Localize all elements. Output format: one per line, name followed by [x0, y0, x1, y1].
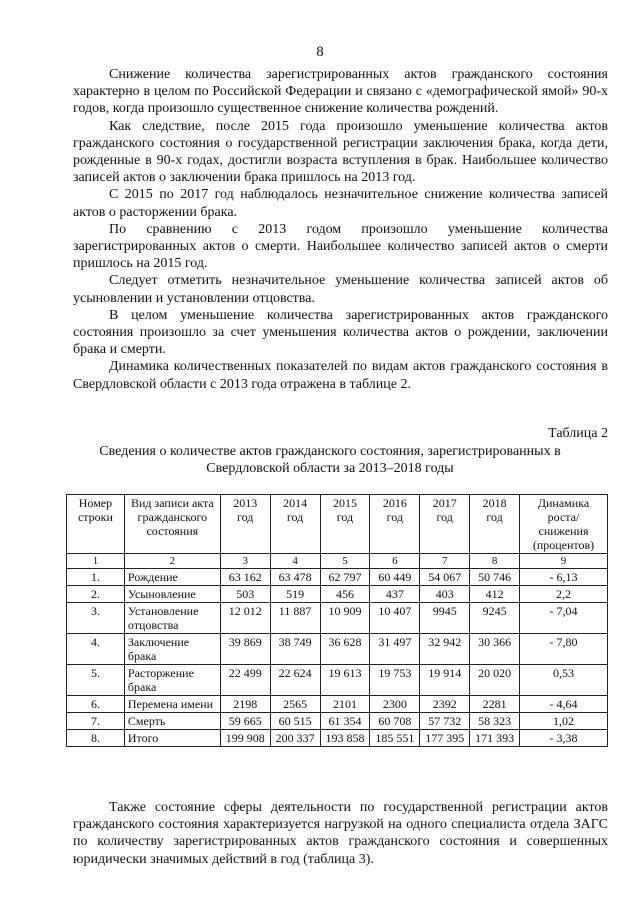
value-cell: 9945 — [420, 603, 470, 634]
column-number: 1 — [67, 554, 125, 569]
data-table — [66, 494, 608, 747]
value-cell: 36 628 — [320, 634, 370, 665]
table-title: Сведения о количестве актов гражданского состояния, зарегистрированных в Свердловской области за 2013–2018 годы — [99, 444, 561, 476]
paragraph: Динамика количественных показателей по видам актов гражданского состояния в Свердловской области с 2013 года отражена в таблице 2. — [73, 359, 608, 392]
row-number-cell: 4. — [67, 634, 125, 665]
value-cell: 519 — [270, 586, 320, 603]
value-cell: 38 749 — [270, 634, 320, 665]
value-cell: 30 366 — [470, 634, 520, 665]
value-cell: 20 020 — [470, 665, 520, 696]
value-cell: 171 393 — [470, 730, 520, 747]
value-cell: 9245 — [470, 603, 520, 634]
value-cell: 200 337 — [270, 730, 320, 747]
table-label: Таблица 2 — [548, 426, 608, 441]
column-number: 7 — [420, 554, 470, 569]
value-cell: 2392 — [420, 696, 470, 713]
value-cell: 2300 — [370, 696, 420, 713]
value-cell: 19 613 — [320, 665, 370, 696]
paragraph: По сравнению с 2013 годом произошло уменьшение количества зарегистрированных актов о смерти. Наибольшее количество записей актов о смерти пришлось на 2015 год. — [73, 221, 608, 272]
record-type-cell: Расторжение брака — [124, 665, 220, 696]
value-cell: - 3,38 — [520, 730, 608, 747]
value-cell: 2198 — [220, 696, 270, 713]
value-cell: 32 942 — [420, 634, 470, 665]
value-cell: 19 914 — [420, 665, 470, 696]
table-row — [67, 586, 608, 603]
value-cell: 10 909 — [320, 603, 370, 634]
value-cell: 57 732 — [420, 713, 470, 730]
value-cell: 177 395 — [420, 730, 470, 747]
value-cell: 22 624 — [270, 665, 320, 696]
value-cell: 412 — [470, 586, 520, 603]
value-cell: 456 — [320, 586, 370, 603]
value-cell: 10 407 — [370, 603, 420, 634]
paragraph: Также состояние сферы деятельности по государственной регистрации актов гражданского состояния характеризуется нагрузкой на одного специалиста отдела ЗАГС по количеству зарегистрированных актов гражданского состояния и совершенных юридически значимых действий в год (таблица 3). — [73, 800, 608, 867]
column-header: 2018 год — [470, 495, 520, 554]
row-number-cell: 5. — [67, 665, 125, 696]
header-numbers-row — [67, 554, 608, 569]
record-type-cell: Перемена имени — [124, 696, 220, 713]
value-cell: 11 887 — [270, 603, 320, 634]
column-number: 5 — [320, 554, 370, 569]
column-header: Вид записи акта гражданского состояния — [124, 495, 220, 554]
row-number-cell: 1. — [67, 569, 125, 586]
record-type-cell: Заключение брака — [124, 634, 220, 665]
value-cell: 63 162 — [220, 569, 270, 586]
table-row — [67, 569, 608, 586]
column-header: 2016 год — [370, 495, 420, 554]
value-cell: 62 797 — [320, 569, 370, 586]
value-cell: 2,2 — [520, 586, 608, 603]
table-row — [67, 634, 608, 665]
column-number: 2 — [124, 554, 220, 569]
table-row — [67, 665, 608, 696]
value-cell: 39 869 — [220, 634, 270, 665]
column-header: 2015 год — [320, 495, 370, 554]
row-number-cell: 2. — [67, 586, 125, 603]
record-type-cell: Рождение — [124, 569, 220, 586]
value-cell: 199 908 — [220, 730, 270, 747]
value-cell: 54 067 — [420, 569, 470, 586]
paragraph: С 2015 по 2017 год наблюдалось незначительное снижение количества записей актов о расторжении брака. — [73, 187, 608, 220]
value-cell: 185 551 — [370, 730, 420, 747]
column-number: 6 — [370, 554, 420, 569]
value-cell: - 7,80 — [520, 634, 608, 665]
value-cell: 50 746 — [470, 569, 520, 586]
value-cell: 2281 — [470, 696, 520, 713]
row-number-cell: 6. — [67, 696, 125, 713]
paragraph: Снижение количества зарегистрированных актов гражданского состояния характерно в целом по Российской Федерации и связано с «демографической ямой» 90-х годов, когда произошло существенное снижение количества рождений. — [73, 67, 608, 117]
table-row — [67, 696, 608, 713]
column-header: Динамика роста/ снижения (процентов) — [520, 495, 608, 554]
row-number-cell: 7. — [67, 713, 125, 730]
row-number-cell: 8. — [67, 730, 125, 747]
page-number: 8 — [316, 44, 324, 60]
value-cell: 12 012 — [220, 603, 270, 634]
paragraph: Следует отметить незначительное уменьшение количества записей актов об усыновлении и установлении отцовства. — [73, 273, 608, 306]
row-number-cell: 3. — [67, 603, 125, 634]
value-cell: 61 354 — [320, 713, 370, 730]
column-number: 9 — [520, 554, 608, 569]
value-cell: 2565 — [270, 696, 320, 713]
value-cell: - 7,04 — [520, 603, 608, 634]
column-header: 2013 год — [220, 495, 270, 554]
value-cell: 0,53 — [520, 665, 608, 696]
header-row — [67, 495, 608, 554]
column-number: 4 — [270, 554, 320, 569]
value-cell: 60 515 — [270, 713, 320, 730]
value-cell: 22 499 — [220, 665, 270, 696]
record-type-cell: Смерть — [124, 713, 220, 730]
value-cell: 63 478 — [270, 569, 320, 586]
paragraph: В целом уменьшение количества зарегистрированных актов гражданского состояния произошло за счет уменьшения количества актов о рождении, заключении брака и смерти. — [73, 307, 608, 358]
paragraph: Как следствие, после 2015 года произошло уменьшение количества актов гражданского состояния о государственной регистрации заключения брака, когда дети, рожденные в 90-х годах, достигли возраста вступления в брак. Наибольшее количество записей актов о заключении брака пришлось на 2013 год. — [73, 118, 608, 186]
table-body — [67, 569, 608, 747]
value-cell: 31 497 — [370, 634, 420, 665]
column-header: 2017 год — [420, 495, 470, 554]
value-cell: 1,02 — [520, 713, 608, 730]
value-cell: 403 — [420, 586, 470, 603]
value-cell: 59 665 — [220, 713, 270, 730]
value-cell: 19 753 — [370, 665, 420, 696]
table-row — [67, 713, 608, 730]
value-cell: - 6,13 — [520, 569, 608, 586]
value-cell: 193 858 — [320, 730, 370, 747]
value-cell: - 4,64 — [520, 696, 608, 713]
body-text — [73, 66, 608, 393]
table-header — [67, 495, 608, 569]
record-type-cell: Усыновление — [124, 586, 220, 603]
value-cell: 503 — [220, 586, 270, 603]
value-cell: 60 708 — [370, 713, 420, 730]
value-cell: 2101 — [320, 696, 370, 713]
column-header: 2014 год — [270, 495, 320, 554]
closing-text — [73, 799, 608, 868]
record-type-cell: Установление отцовства — [124, 603, 220, 634]
table-row — [67, 603, 608, 634]
record-type-cell: Итого — [124, 730, 220, 747]
table-row — [67, 730, 608, 747]
value-cell: 437 — [370, 586, 420, 603]
value-cell: 58 323 — [470, 713, 520, 730]
column-header: Номер строки — [67, 495, 125, 554]
column-number: 8 — [470, 554, 520, 569]
value-cell: 60 449 — [370, 569, 420, 586]
column-number: 3 — [220, 554, 270, 569]
